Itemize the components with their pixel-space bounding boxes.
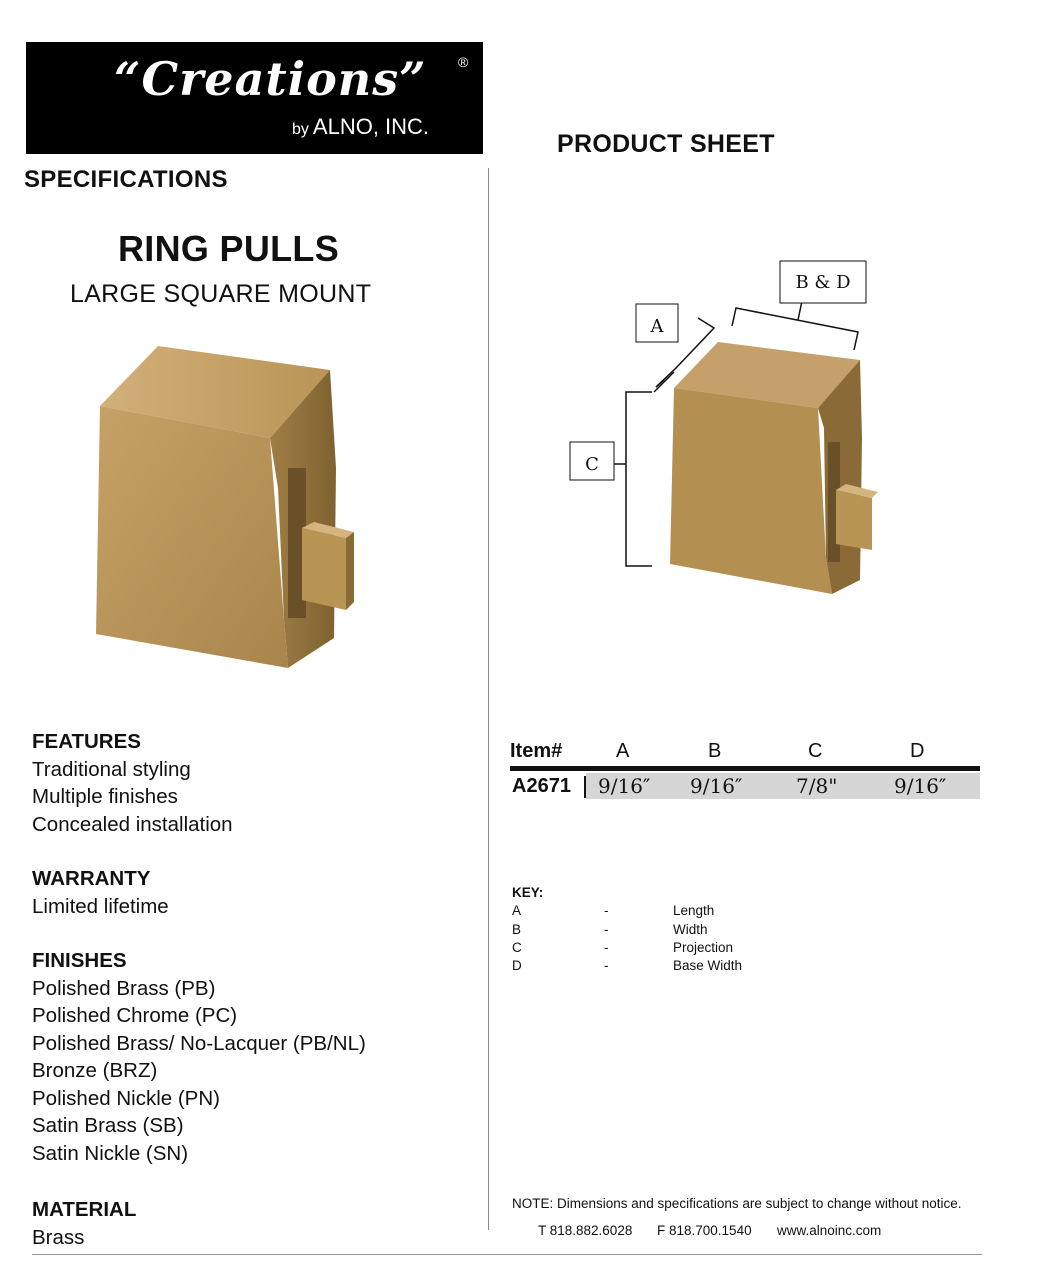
header-d: D bbox=[910, 740, 925, 762]
header-item: Item# bbox=[510, 740, 563, 762]
key-heading: KEY: bbox=[512, 885, 544, 900]
key-dash: - bbox=[604, 958, 609, 974]
registered-mark: ® bbox=[458, 54, 469, 70]
key-row bbox=[512, 921, 812, 939]
product-subtitle: LARGE SQUARE MOUNT bbox=[70, 280, 372, 308]
feature-item: Traditional styling bbox=[32, 757, 191, 781]
header-a: A bbox=[616, 740, 630, 762]
finish-item: Bronze (BRZ) bbox=[32, 1059, 158, 1082]
diagram-label-bd: B & D bbox=[795, 272, 851, 293]
key-dash: - bbox=[604, 903, 609, 919]
key-meaning: Base Width bbox=[673, 958, 743, 974]
finishes-section bbox=[32, 947, 366, 1167]
key-dash: - bbox=[604, 939, 609, 955]
row-separator bbox=[584, 776, 586, 798]
key-letter: B bbox=[512, 921, 522, 937]
phone-number: T 818.882.6028 bbox=[538, 1223, 633, 1238]
table-row bbox=[510, 773, 980, 800]
logo-company bbox=[292, 114, 429, 140]
cell-b: 9/16″ bbox=[690, 774, 743, 798]
warranty-item: Limited lifetime bbox=[32, 894, 169, 918]
product-name: RING PULLS bbox=[118, 228, 340, 269]
disclaimer-note: NOTE: Dimensions and specifications are subject to change without notice. bbox=[512, 1196, 962, 1211]
brand-logo bbox=[26, 42, 483, 154]
header-b: B bbox=[708, 740, 722, 762]
material-heading: MATERIAL bbox=[32, 1198, 137, 1221]
cell-d: 9/16″ bbox=[894, 774, 947, 798]
product-photo bbox=[88, 338, 368, 678]
finish-item: Polished Nickle (PN) bbox=[32, 1086, 220, 1110]
key-legend bbox=[512, 884, 812, 975]
features-heading: FEATURES bbox=[32, 730, 141, 753]
finish-item: Satin Nickle (SN) bbox=[32, 1141, 189, 1165]
key-letter: A bbox=[512, 903, 522, 919]
key-letter: D bbox=[512, 958, 522, 974]
finish-item: Polished Brass (PB) bbox=[32, 976, 216, 1000]
finish-item: Satin Brass (SB) bbox=[32, 1114, 184, 1137]
finish-item: Polished Chrome (PC) bbox=[32, 1004, 238, 1027]
logo-company-name: ALNO, INC. bbox=[312, 114, 430, 139]
key-dash: - bbox=[604, 921, 609, 937]
warranty-heading: WARRANTY bbox=[32, 867, 151, 890]
material-item: Brass bbox=[32, 1225, 85, 1249]
key-meaning: Width bbox=[673, 921, 708, 937]
key-row bbox=[512, 902, 812, 920]
key-meaning: Length bbox=[673, 903, 715, 919]
dimension-diagram bbox=[556, 258, 886, 608]
dimensions-table bbox=[510, 740, 980, 798]
key-row bbox=[512, 957, 812, 975]
diagram-label-c: C bbox=[585, 454, 599, 475]
key-letter: C bbox=[512, 939, 522, 955]
finishes-heading: FINISHES bbox=[32, 949, 127, 972]
logo-script-text: “Creations” bbox=[114, 52, 427, 106]
footer-divider bbox=[32, 1254, 982, 1255]
website-link[interactable]: www.alnoinc.com bbox=[777, 1223, 882, 1238]
cell-c: 7/8" bbox=[796, 774, 838, 798]
fax-number: F 818.700.1540 bbox=[657, 1223, 752, 1238]
logo-by: by bbox=[292, 121, 309, 138]
key-row bbox=[512, 939, 812, 957]
cell-item: A2671 bbox=[512, 775, 571, 797]
warranty-section bbox=[32, 865, 169, 920]
diagram-label-a: A bbox=[650, 316, 664, 337]
dimensions-header-row bbox=[510, 740, 980, 766]
section-title: SPECIFICATIONS bbox=[24, 166, 228, 193]
features-section bbox=[32, 728, 233, 838]
finish-item: Polished Brass/ No-Lacquer (PB/NL) bbox=[32, 1031, 366, 1055]
material-section bbox=[32, 1196, 136, 1251]
cell-a: 9/16″ bbox=[598, 774, 651, 798]
column-divider bbox=[488, 168, 489, 1230]
table-rule bbox=[510, 766, 980, 771]
page-title: PRODUCT SHEET bbox=[557, 130, 775, 158]
feature-item: Concealed installation bbox=[32, 812, 233, 836]
header-c: C bbox=[808, 740, 823, 762]
feature-item: Multiple finishes bbox=[32, 785, 178, 808]
key-meaning: Projection bbox=[673, 939, 734, 955]
